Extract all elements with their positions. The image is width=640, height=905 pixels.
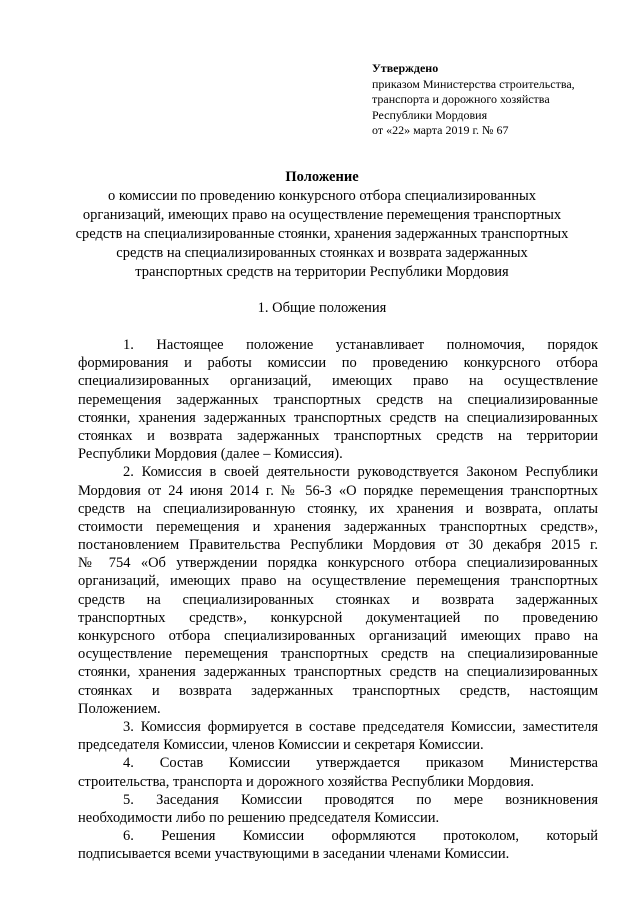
document-subtitle-line: организаций, имеющих право на осуществление перемещения транспортных bbox=[82, 207, 562, 223]
document-subtitle-line: о комиссии по проведению конкурсного отбора специализированных bbox=[108, 188, 536, 204]
paragraph-line: Положением. bbox=[78, 700, 161, 717]
paragraph-line: стоянках и возврата задержанных транспортных средств на территории bbox=[78, 427, 598, 444]
paragraph-5 bbox=[78, 791, 598, 827]
approval-date: от «22» марта 2019 г. № 67 bbox=[372, 123, 509, 137]
paragraph-line: средств на специализированную стоянку, их хранения и возврата, оплаты bbox=[78, 500, 598, 517]
paragraph-line: 2. Комиссия в своей деятельности руководствуется Законом Республики bbox=[123, 464, 598, 481]
paragraph-line: осуществление перемещения транспортных средств на специализированные bbox=[78, 646, 598, 663]
paragraph-line: формирования и работы комиссии по проведению конкурсного отбора bbox=[78, 355, 598, 372]
paragraph-line: подписывается всеми участвующими в заседании членами Комиссии. bbox=[78, 846, 510, 863]
paragraph-6 bbox=[78, 827, 598, 863]
document-subtitle-line: средств на специализированные стоянки, хранения задержанных транспортных bbox=[75, 226, 569, 242]
paragraph-line: транспортных средств», конкурсной документацией по проведению bbox=[78, 609, 598, 626]
paragraph-line: перемещения задержанных транспортных средств на специализированные bbox=[78, 391, 598, 408]
paragraph-line: средств на специализированных стоянках и возврата задержанных bbox=[78, 591, 598, 608]
paragraph-line: Мордовия от 24 июня 2014 г. № 56-З «О порядке перемещения транспортных bbox=[78, 482, 598, 499]
paragraph-line: строительства, транспорта и дорожного хозяйства Республики Мордовия. bbox=[78, 773, 534, 790]
paragraph-line: специализированных организаций, имеющих право на осуществление bbox=[78, 373, 598, 390]
paragraph-line: необходимости либо по решению председателя Комиссии. bbox=[78, 809, 440, 826]
paragraph-line: стоянки, хранения задержанных транспортных средств на специализированных bbox=[78, 409, 598, 426]
paragraph-2 bbox=[78, 463, 598, 718]
paragraph-line: 5. Заседания Комиссии проводятся по мере возникновения bbox=[123, 791, 598, 808]
paragraph-4 bbox=[78, 754, 598, 790]
paragraph-line: конкурсного отбора специализированных организаций имеющих право на bbox=[78, 628, 598, 644]
paragraph-line: стоимости перемещения и хранения задержанных транспортных средств», bbox=[78, 518, 598, 535]
paragraph-line: Республики Мордовия (далее – Комиссия). bbox=[78, 446, 343, 463]
paragraph-3 bbox=[78, 718, 598, 754]
paragraph-line: стоянках и возврата задержанных транспортных средств, настоящим bbox=[78, 682, 598, 699]
paragraph-line: 6. Решения Комиссии оформляются протоколом, который bbox=[123, 828, 598, 845]
paragraph-line: 1. Настоящее положение устанавливает полномочия, порядок bbox=[123, 337, 598, 353]
document-subtitle-line: средств на специализированных стоянках и возврата задержанных bbox=[116, 245, 528, 261]
document-subtitle-line: транспортных средств на территории Республики Мордовия bbox=[135, 264, 509, 280]
section-heading: 1. Общие положения bbox=[257, 300, 387, 316]
paragraph-line: стоянки, хранения задержанных транспортных средств на специализированных bbox=[78, 664, 598, 681]
paragraph-line: председателя Комиссии, членов Комиссии и секретаря Комиссии. bbox=[78, 737, 484, 754]
paragraph-line: 3. Комиссия формируется в составе председателя Комиссии, заместителя bbox=[123, 718, 598, 735]
approval-line: Республики Мордовия bbox=[372, 107, 488, 122]
approval-line: приказом Министерства строительства, bbox=[372, 76, 575, 91]
paragraph-line: № 754 «Об утверждении порядка конкурсного отбора специализированных bbox=[78, 555, 598, 572]
document-body bbox=[78, 336, 598, 863]
approval-line: транспорта и дорожного хозяйства bbox=[372, 92, 550, 106]
document-title: Положение bbox=[285, 169, 359, 185]
paragraph-line: постановлением Правительства Республики Мордовия от 30 декабря 2015 г. bbox=[78, 537, 598, 554]
paragraph-1 bbox=[78, 336, 598, 463]
paragraph-line: организаций, имеющих право на осуществление перемещения транспортных bbox=[78, 573, 598, 590]
paragraph-line: 4. Состав Комиссии утверждается приказом Министерства bbox=[123, 755, 598, 772]
document-title-block bbox=[60, 168, 584, 282]
approval-label: Утверждено bbox=[372, 61, 439, 75]
approval-stamp bbox=[372, 61, 622, 139]
